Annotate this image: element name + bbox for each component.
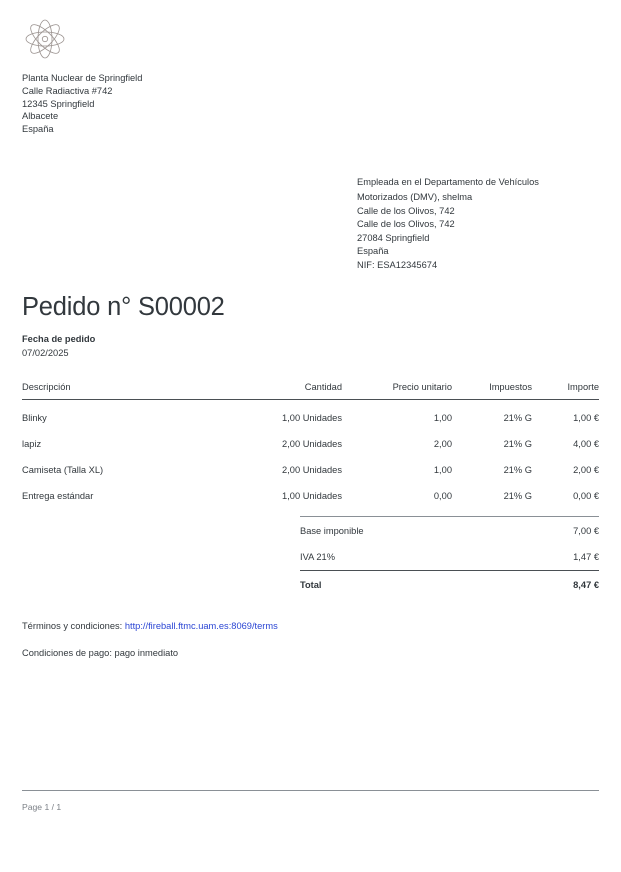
terms-and-conditions bbox=[22, 620, 278, 633]
cell-quantity: 2,00 Unidades bbox=[282, 439, 342, 449]
cell-unit-price: 2,00 bbox=[433, 439, 452, 449]
company-address-line: España bbox=[22, 124, 54, 135]
tax-value: 1,47 € bbox=[573, 552, 599, 562]
order-date-label: Fecha de pedido bbox=[22, 334, 96, 344]
table-row bbox=[22, 427, 599, 453]
cell-unit-price: 1,00 bbox=[433, 413, 452, 423]
cell-taxes: 21% G bbox=[503, 491, 532, 501]
totals-row-tax bbox=[300, 544, 599, 571]
total-label: Total bbox=[300, 571, 513, 599]
terms-label: Términos y condiciones: bbox=[22, 621, 123, 631]
company-address-line: 12345 Springfield bbox=[22, 98, 95, 109]
table-row bbox=[22, 400, 599, 428]
totals-table bbox=[300, 516, 599, 598]
cell-taxes: 21% G bbox=[503, 439, 532, 449]
cell-description: Entrega estándar bbox=[22, 491, 94, 501]
column-header-unit-price: Precio unitario bbox=[342, 382, 452, 400]
atom-icon bbox=[22, 16, 68, 62]
cell-amount: 2,00 € bbox=[573, 465, 599, 475]
company-logo bbox=[22, 0, 599, 68]
column-header-taxes: Impuestos bbox=[452, 382, 532, 400]
table-row bbox=[22, 479, 599, 505]
page-title: Pedido n° S00002 bbox=[22, 293, 225, 321]
recipient-line: España bbox=[357, 246, 389, 257]
subtotal-value: 7,00 € bbox=[513, 517, 599, 545]
tax-label: IVA 21% bbox=[300, 552, 335, 562]
cell-description: Camiseta (Talla XL) bbox=[22, 465, 104, 475]
recipient-line: NIF: ESA12345674 bbox=[357, 259, 438, 270]
line-items-table bbox=[22, 382, 599, 505]
cell-quantity: 1,00 Unidades bbox=[282, 491, 342, 501]
totals-row-subtotal bbox=[300, 517, 599, 545]
terms-link[interactable]: http://fireball.ftmc.uam.es:8069/terms bbox=[124, 621, 278, 631]
company-address-line: Albacete bbox=[22, 111, 59, 122]
table-row bbox=[22, 453, 599, 479]
recipient-line: Motorizados (DMV), shelma bbox=[357, 192, 473, 202]
column-header-description: Descripción bbox=[22, 382, 254, 400]
cell-amount: 4,00 € bbox=[573, 439, 599, 449]
table-header-row bbox=[22, 382, 599, 400]
column-header-amount: Importe bbox=[532, 382, 599, 400]
cell-taxes: 21% G bbox=[503, 413, 532, 423]
cell-description: lapiz bbox=[22, 439, 42, 449]
column-header-quantity: Cantidad bbox=[254, 382, 342, 400]
page-number: Page 1 / 1 bbox=[22, 802, 62, 812]
order-date-block bbox=[22, 333, 95, 360]
cell-amount: 1,00 € bbox=[573, 413, 599, 423]
recipient-line: 27084 Springfield bbox=[357, 232, 430, 243]
company-address-line: Calle Radiactiva #742 bbox=[22, 85, 113, 96]
subtotal-label: Base imponible bbox=[300, 517, 513, 545]
cell-quantity: 2,00 Unidades bbox=[282, 465, 342, 475]
order-date-value: 07/02/2025 bbox=[22, 347, 69, 358]
cell-unit-price: 0,00 bbox=[433, 491, 452, 501]
cell-amount: 0,00 € bbox=[573, 491, 599, 501]
cell-unit-price: 1,00 bbox=[433, 465, 452, 475]
totals-row-total bbox=[300, 571, 599, 599]
footer-divider bbox=[22, 790, 599, 791]
recipient-line: Calle de los Olivos, 742 bbox=[357, 219, 455, 230]
payment-terms: Condiciones de pago: pago inmediato bbox=[22, 648, 179, 658]
total-value: 8,47 € bbox=[513, 571, 599, 599]
company-address bbox=[22, 72, 599, 136]
cell-quantity: 1,00 Unidades bbox=[282, 413, 342, 423]
cell-description: Blinky bbox=[22, 413, 47, 423]
company-address-line: Planta Nuclear de Springfield bbox=[22, 73, 143, 83]
cell-taxes: 21% G bbox=[503, 465, 532, 475]
recipient-line: Calle de los Olivos, 742 bbox=[357, 206, 455, 216]
recipient-line: Empleada en el Departamento de Vehículos bbox=[357, 177, 539, 187]
recipient-address bbox=[357, 175, 607, 272]
